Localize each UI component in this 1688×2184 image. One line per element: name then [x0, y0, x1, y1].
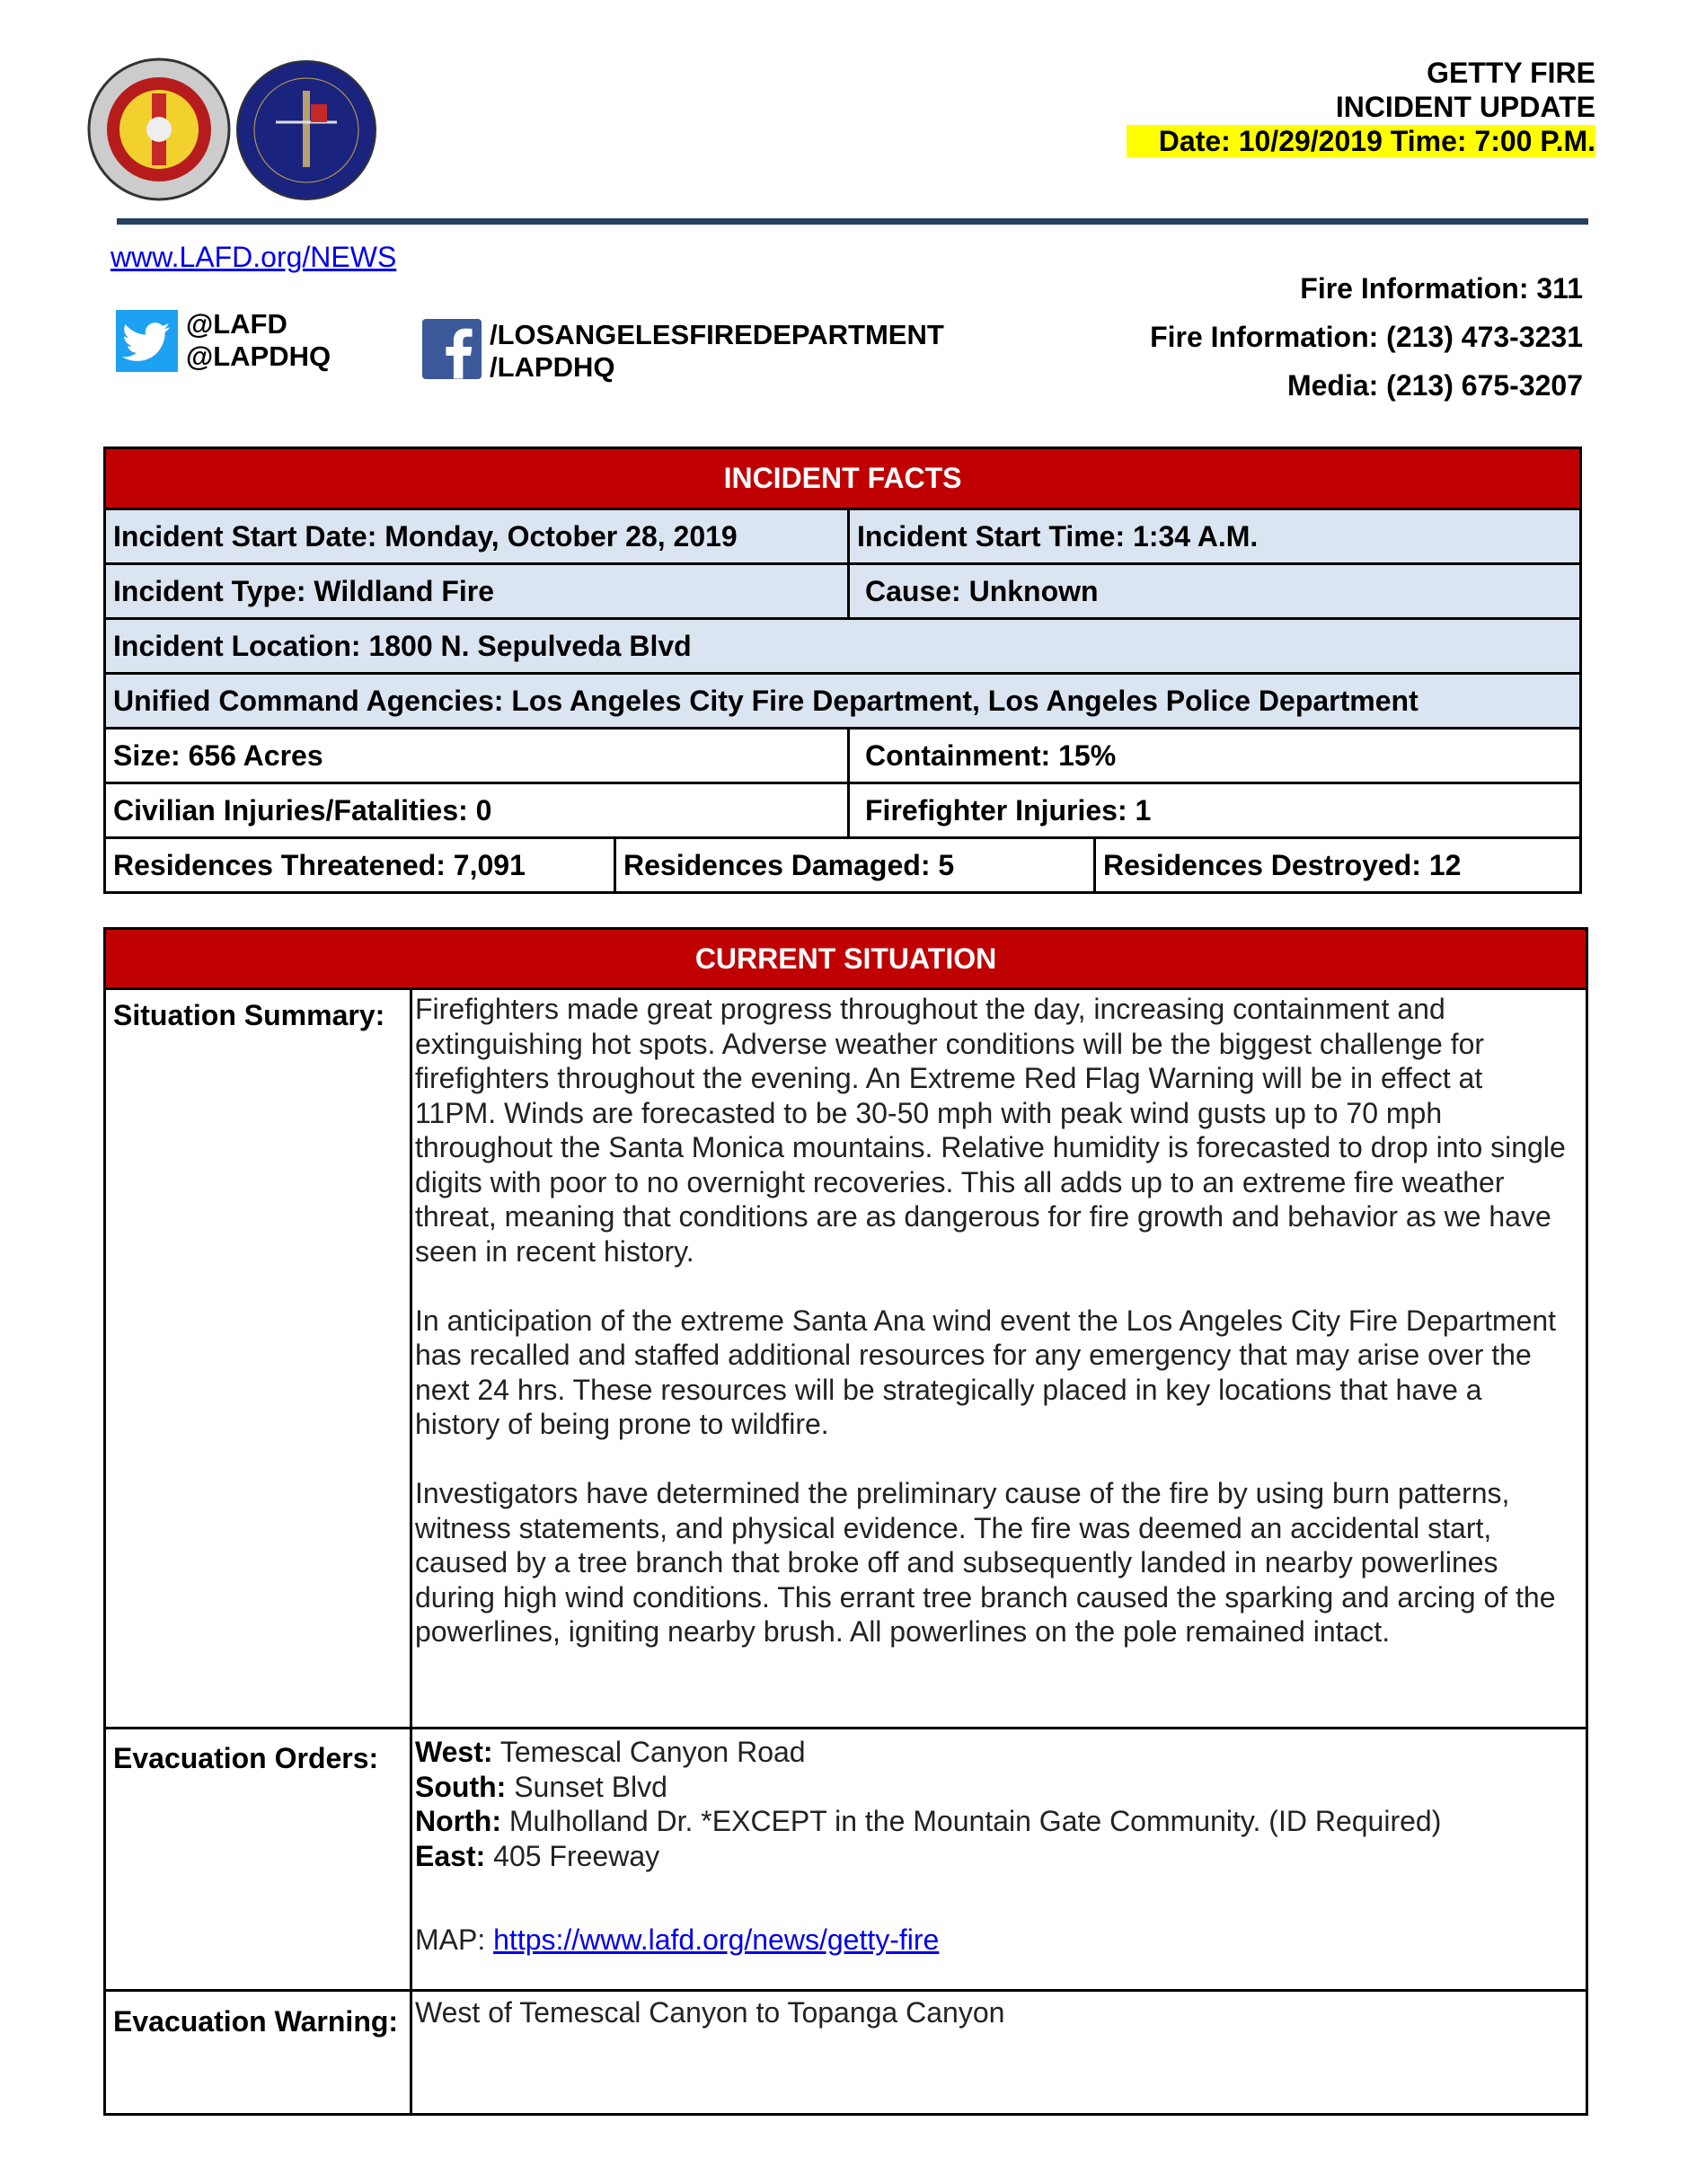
contact-fire-info-phone: Fire Information: (213) 473-3231 [1150, 321, 1583, 353]
twitter-icon[interactable] [116, 310, 178, 372]
getty-fire-map-link[interactable]: https://www.lafd.org/news/getty-fire [493, 1923, 940, 1956]
contact-media-phone: Media: (213) 675-3207 [1286, 369, 1583, 402]
facebook-page-lapd[interactable]: /LAPDHQ [490, 351, 615, 383]
fact-residences-damaged: Residences Damaged: 5 [615, 838, 1095, 893]
summary-paragraph: Firefighters made great progress throughout the day, increasing containment and extinguishing hot spots. Adverse weather conditions will be the biggest challenge for firefighters throughout the evening. An Extreme Red Flag Warning will be in effect at 11PM. Winds are forecasted to be 30-50 mph with peak wind gusts up to 70 mph throughout the Santa Monica mountains. Relative humidity is forecasted to drop into single digits with poor to no overnight recoveries. This all adds up to an extreme fire weather threat, meaning that conditions are as dangerous for fire growth and behavior as we have seen in recent history. [415, 993, 1566, 1268]
fact-agencies: Unified Command Agencies: Los Angeles City Fire Department, Los Angeles Police Department [105, 674, 1581, 729]
fact-residences-threatened: Residences Threatened: 7,091 [105, 838, 615, 893]
incident-facts-table [103, 447, 1582, 894]
fact-residences-destroyed: Residences Destroyed: 12 [1095, 838, 1581, 893]
order-north: North: Mulholland Dr. *EXCEPT in the Mountain Gate Community. (ID Required) [415, 1805, 1442, 1837]
twitter-handle-lafd[interactable]: @LAFD [186, 308, 287, 340]
doc-title: GETTY FIRE [1427, 57, 1595, 89]
current-situation-table [103, 927, 1588, 2116]
fact-containment: Containment: 15% [849, 729, 1581, 783]
facebook-page-lafd[interactable]: /LOSANGELESFIREDEPARTMENT [490, 319, 944, 350]
fact-size: Size: 656 Acres [105, 729, 849, 783]
fact-cause: Cause: Unknown [849, 564, 1581, 619]
incident-facts-heading: INCIDENT FACTS [105, 448, 1581, 509]
order-east: East: 405 Freeway [415, 1839, 660, 1872]
summary-paragraph: Investigators have determined the preliminary cause of the fire by using burn patterns, witness statements, and physical evidence. The fire was deemed an accidental start, caused by a tree branch that broke off and subsequently landed in nearby powerlines during high wind conditions. This errant tree branch caused the sparking and arcing of the powerlines, igniting nearby brush. All powerlines on the pole remained intact. [415, 1477, 1556, 1648]
order-west: West: Temescal Canyon Road [415, 1736, 806, 1768]
evacuation-orders-label: Evacuation Orders: [105, 1729, 411, 1991]
fact-firefighter-injuries: Firefighter Injuries: 1 [849, 783, 1581, 838]
fact-start-date: Incident Start Date: Monday, October 28, 2019 [105, 509, 849, 564]
lafd-seal-logo [87, 57, 231, 206]
evacuation-warning-text: West of Temescal Canyon to Topanga Canyon [411, 1991, 1587, 2115]
current-situation-heading: CURRENT SITUATION [105, 929, 1587, 989]
doc-subtitle: INCIDENT UPDATE [1335, 91, 1595, 123]
fact-start-time: Incident Start Time: 1:34 A.M. [849, 509, 1581, 564]
contact-fire-info-311: Fire Information: 311 [1300, 272, 1583, 305]
twitter-handle-lapd[interactable]: @LAPDHQ [186, 340, 331, 372]
evacuation-warning-label: Evacuation Warning: [105, 1991, 411, 2115]
header-divider [117, 218, 1588, 225]
map-label: MAP: [415, 1923, 494, 1956]
lafd-news-link[interactable]: www.LAFD.org/NEWS [110, 241, 397, 273]
lapd-seal-logo [235, 59, 377, 206]
date-time: Date: 10/29/2019 Time: 7:00 P.M. [1127, 125, 1595, 157]
fact-location: Incident Location: 1800 N. Sepulveda Blvd [105, 619, 1581, 674]
summary-paragraph: In anticipation of the extreme Santa Ana wind event the Los Angeles City Fire Department has recalled and staffed additional resources for any emergency that may arise over the next 24 hrs. These resources will be strategically placed in key locations that have a history of being prone to wildfire. [415, 1304, 1557, 1440]
facebook-icon[interactable] [422, 319, 482, 379]
fact-civilian-injuries: Civilian Injuries/Fatalities: 0 [105, 783, 849, 838]
fact-incident-type: Incident Type: Wildland Fire [105, 564, 849, 619]
situation-summary-label: Situation Summary: [105, 989, 411, 1729]
order-south: South: Sunset Blvd [415, 1770, 667, 1803]
